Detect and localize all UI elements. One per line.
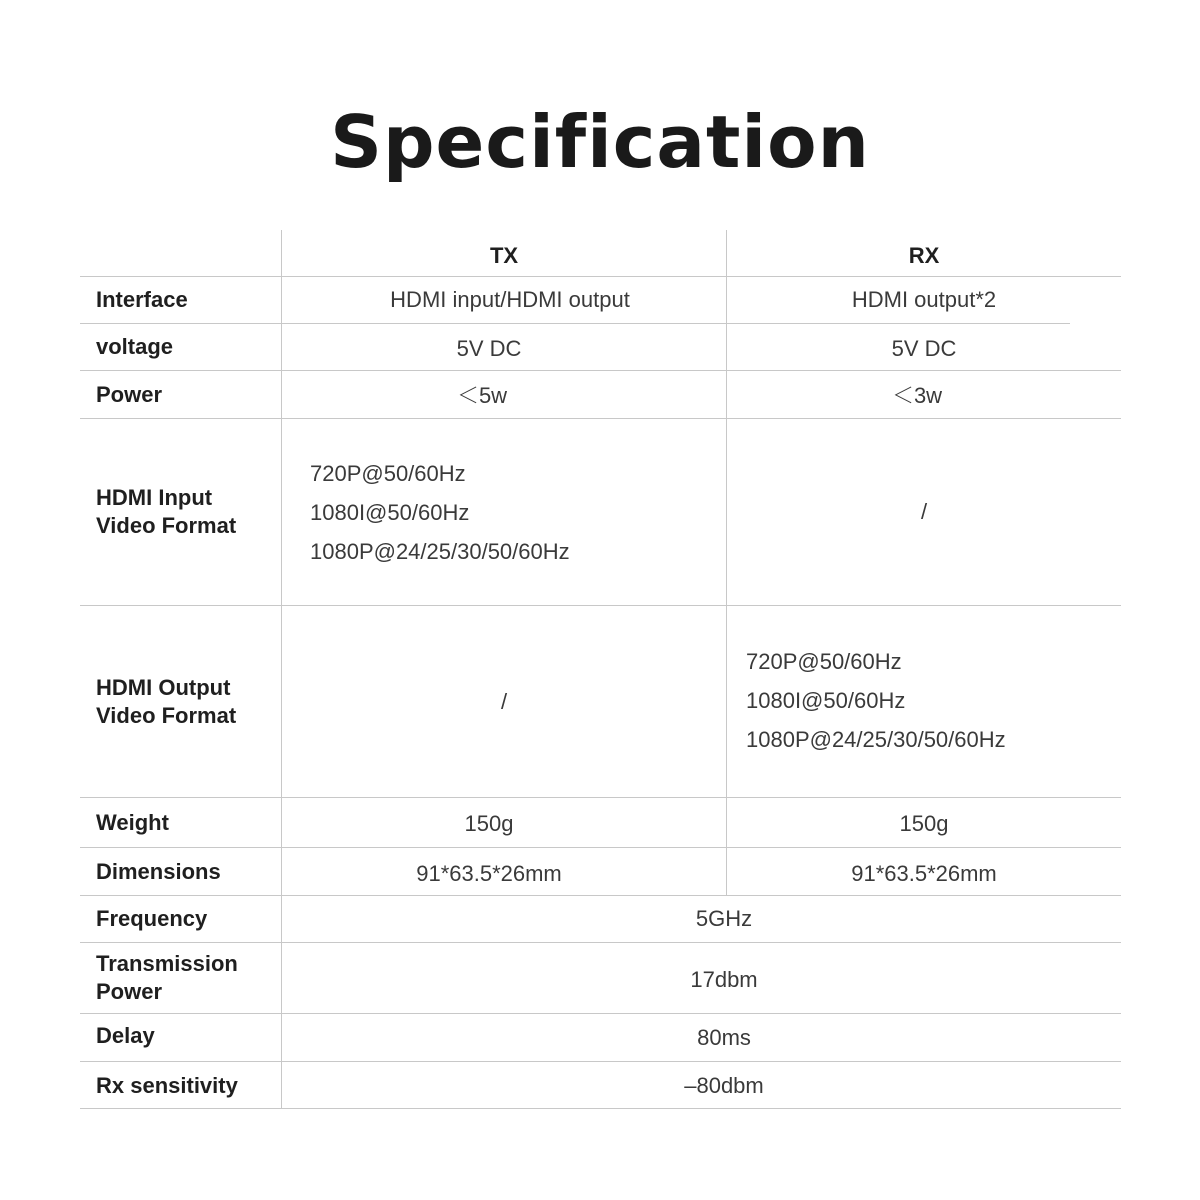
- cell-transmission-power: 17dbm: [690, 967, 758, 992]
- row-label-voltage: voltage: [96, 334, 174, 359]
- row-label-power: Power: [96, 381, 163, 407]
- cell-interface-rx: HDMI output*2: [851, 287, 997, 312]
- column-header-tx: TX: [489, 243, 519, 268]
- cell-input-format-tx: [310, 454, 570, 571]
- format-line: 1080P@24/25/30/50/60Hz: [746, 727, 1006, 752]
- cell-voltage-tx: 5V DC: [456, 336, 522, 361]
- page-title: Specification: [330, 100, 870, 184]
- format-line: 720P@50/60Hz: [310, 461, 466, 486]
- format-line: 1080I@50/60Hz: [310, 500, 470, 525]
- format-line: 1080P@24/25/30/50/60Hz: [310, 539, 570, 564]
- row-label-hdmi-output-format: HDMI Output Video Format: [96, 674, 237, 728]
- cell-rx-sensitivity: –80dbm: [684, 1073, 764, 1098]
- row-label-hdmi-input-format: HDMI Input Video Format: [96, 485, 237, 538]
- cell-interface-tx: HDMI input/HDMI output: [390, 287, 630, 312]
- row-label-rx-sensitivity: Rx sensitivity: [96, 1073, 238, 1098]
- format-line: 720P@50/60Hz: [746, 649, 902, 674]
- cell-input-format-rx: /: [920, 499, 928, 524]
- row-label-delay: Delay: [96, 1023, 155, 1048]
- row-label-frequency: Frequency: [96, 906, 208, 931]
- cell-frequency: 5GHz: [695, 906, 753, 931]
- cell-dimensions-rx: 91*63.5*26mm: [851, 860, 997, 886]
- row-label-dimensions: Dimensions: [96, 858, 221, 884]
- cell-power-rx: ＜3w: [891, 383, 943, 408]
- cell-delay: 80ms: [697, 1024, 751, 1050]
- cell-output-format-tx: /: [500, 688, 508, 714]
- row-label-weight: Weight: [96, 809, 169, 835]
- cell-weight-rx: 150g: [899, 811, 949, 836]
- cell-output-format-rx: [746, 642, 1006, 759]
- column-header-rx: RX: [908, 243, 940, 268]
- cell-power-tx: ＜5w: [456, 383, 508, 408]
- cell-weight-tx: 150g: [464, 811, 514, 836]
- row-label-transmission-power: Transmission Power: [96, 951, 238, 1004]
- cell-dimensions-tx: 91*63.5*26mm: [416, 860, 562, 886]
- cell-voltage-rx: 5V DC: [891, 336, 957, 361]
- row-label-interface: Interface: [96, 287, 188, 312]
- format-line: 1080I@50/60Hz: [746, 688, 906, 713]
